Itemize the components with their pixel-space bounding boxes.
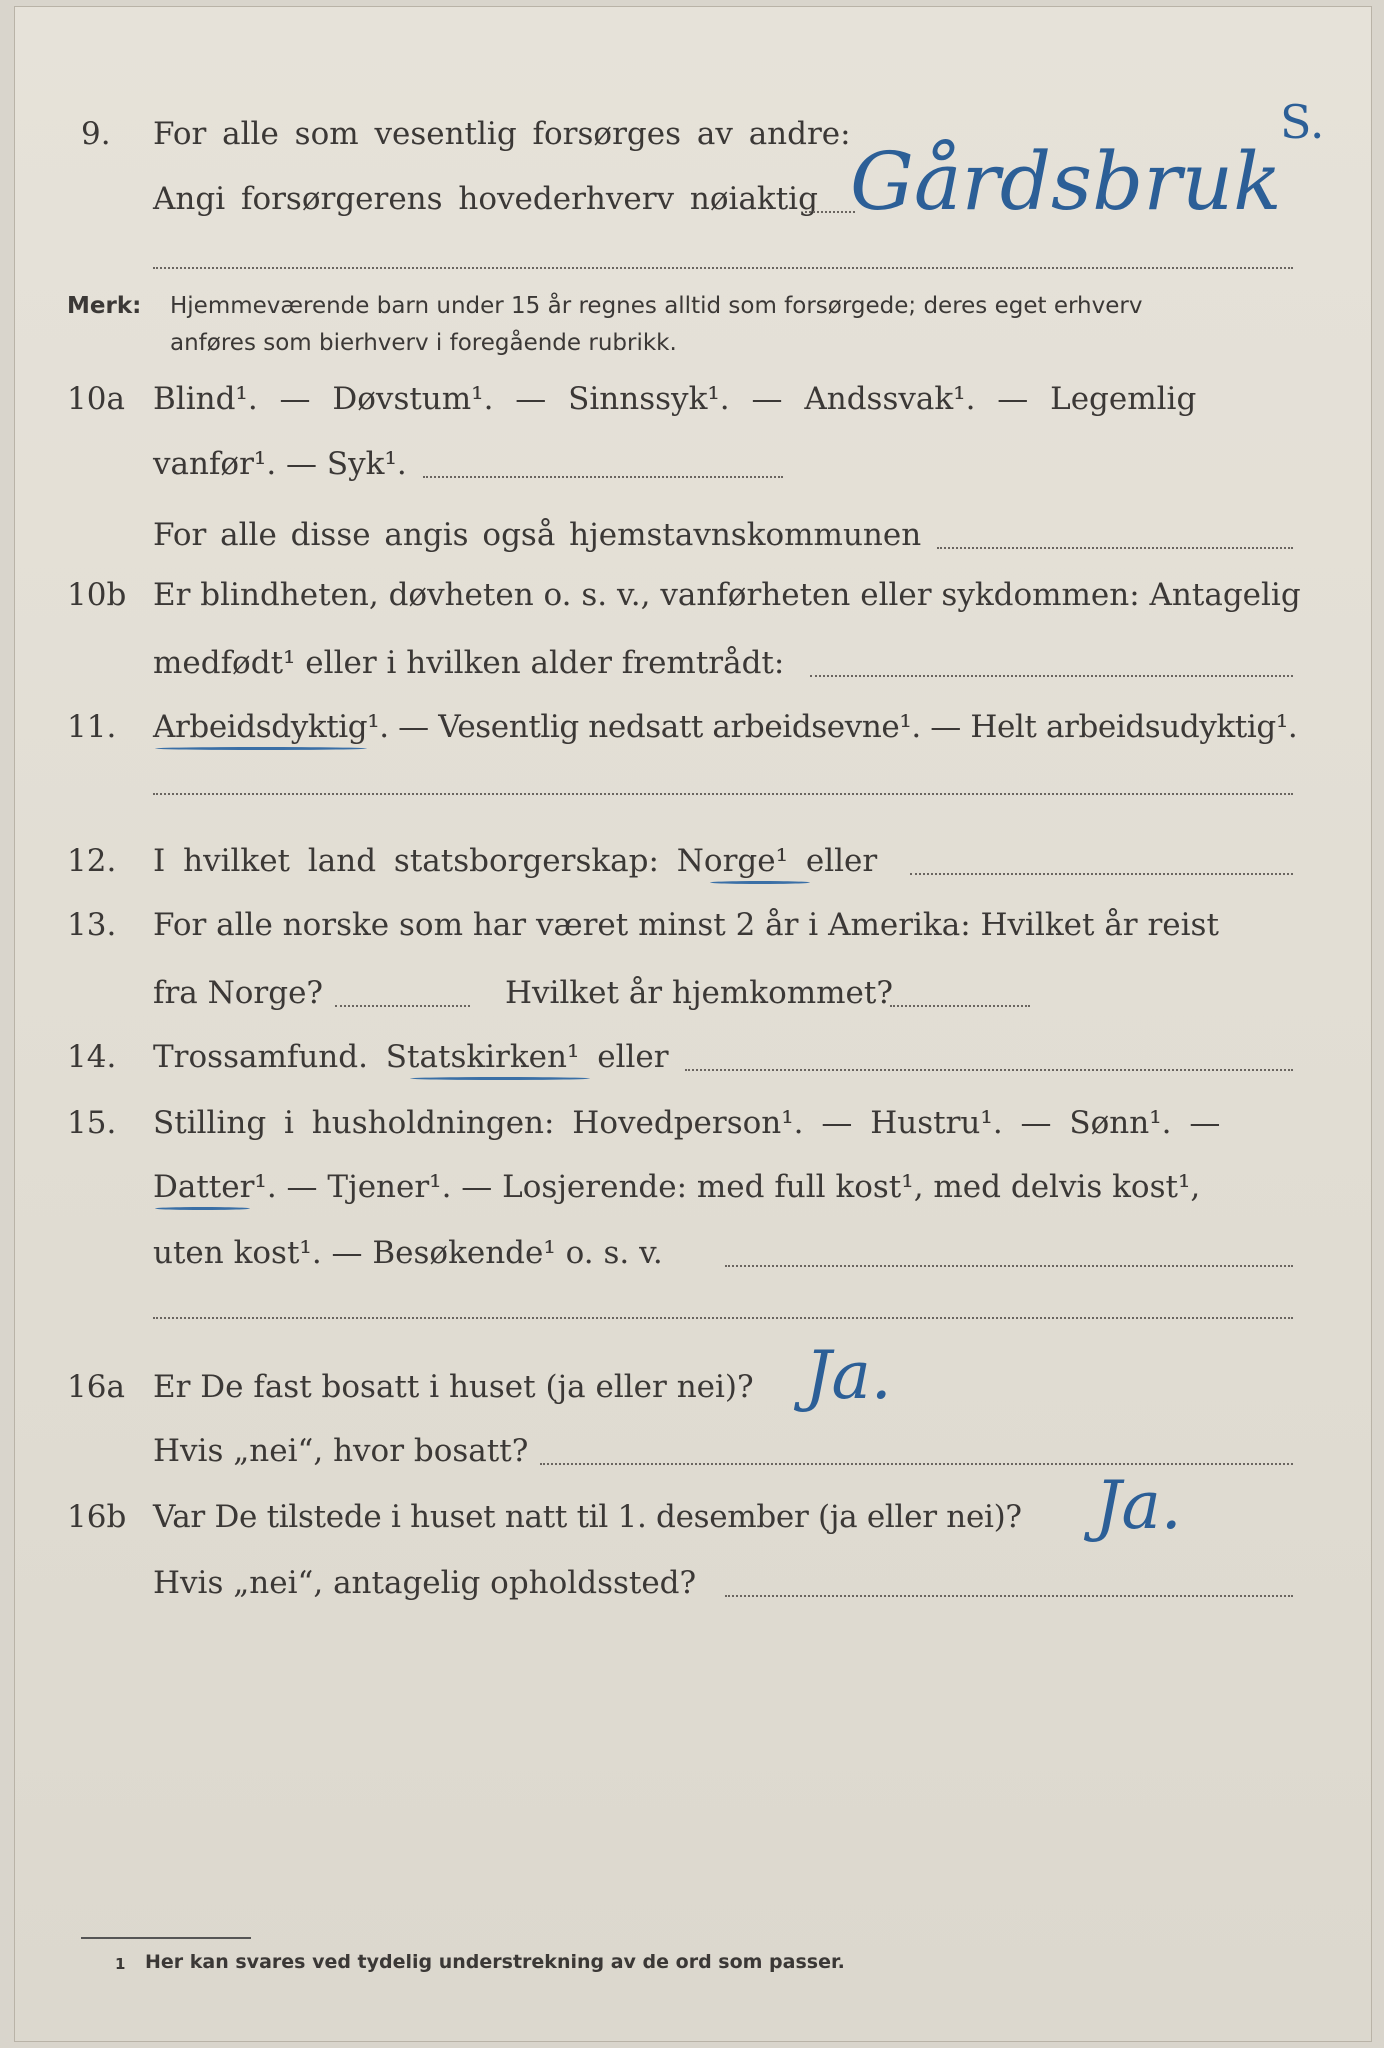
q13-number: 13. xyxy=(67,907,117,943)
q10a-line3: For alle disse angis også hjemstavnskommunen xyxy=(153,517,922,553)
q16b-number: 16b xyxy=(67,1499,127,1535)
q11-underline-arbeidsdyktig xyxy=(155,747,367,750)
q13-line1: For alle norske som har været minst 2 år i Amerika: Hvilket år reist xyxy=(153,907,1219,943)
corner-mark: S. xyxy=(1280,95,1325,149)
merk-label: Merk: xyxy=(67,293,142,319)
q13-line2b: Hvilket år hjemkommet? xyxy=(505,975,893,1011)
q16b-answer-handwritten: Ja. xyxy=(1095,1467,1182,1544)
q9-number: 9. xyxy=(81,116,111,152)
q13-line2a: fra Norge? xyxy=(153,975,324,1011)
q11-number: 11. xyxy=(67,709,117,745)
q14-number: 14. xyxy=(67,1039,117,1075)
q9-answer-handwritten: Gårdsbruk xyxy=(850,135,1282,228)
q14-line1: Trossamfund. Statskirken¹ eller xyxy=(153,1039,669,1075)
merk-line1: Hjemmeværende barn under 15 år regnes alltid som forsørgede; deres eget erhverv xyxy=(170,293,1143,319)
q14-underline-statskirken xyxy=(410,1077,590,1080)
footnote-rule xyxy=(81,1937,251,1939)
q9-line2: Angi forsørgerens hovederhverv nøiaktig xyxy=(153,181,818,217)
q12-number: 12. xyxy=(67,843,117,879)
q9-line1: For alle som vesentlig forsørges av andre: xyxy=(153,116,851,152)
q12-answer-dotline xyxy=(910,873,1293,875)
q16a-line2: Hvis „nei“, hvor bosatt? xyxy=(153,1433,529,1469)
q15-number: 15. xyxy=(67,1105,117,1141)
q15-answer-dotline xyxy=(725,1265,1293,1267)
footnote-mark: 1 xyxy=(115,1955,126,1973)
q10a-answer-dotline xyxy=(423,476,783,478)
q15-line1: Stilling i husholdningen: Hovedperson¹. — Hustru¹. — Sønn¹. — xyxy=(153,1105,1221,1141)
q16b-answer-dotline xyxy=(725,1595,1293,1597)
q10b-number: 10b xyxy=(67,577,127,613)
q13-hjemkommet-dotline xyxy=(890,1005,1030,1007)
q16a-answer-dotline xyxy=(540,1463,1293,1465)
q15-line2: Datter¹. — Tjener¹. — Losjerende: med full kost¹, med delvis kost¹, xyxy=(153,1169,1201,1205)
q10b-line1: Er blindheten, døvheten o. s. v., vanførheten eller sykdommen: Antagelig xyxy=(153,577,1301,613)
q9-extra-line xyxy=(153,267,1293,269)
q11-extra-line xyxy=(153,793,1293,795)
q16b-line1: Var De tilstede i huset natt til 1. desember (ja eller nei)? xyxy=(153,1499,1022,1535)
q16a-line1: Er De fast bosatt i huset (ja eller nei)? xyxy=(153,1369,754,1405)
merk-line2: anføres som bierhverv i foregående rubrikk. xyxy=(170,330,677,356)
q14-answer-dotline xyxy=(685,1069,1293,1071)
q10b-answer-dotline xyxy=(810,675,1293,677)
footnote-text: Her kan svares ved tydelig understrekning av de ord som passer. xyxy=(145,1951,845,1973)
q15-underline-datter xyxy=(155,1207,250,1210)
q13-reist-dotline xyxy=(335,1005,470,1007)
q10a-number: 10a xyxy=(67,381,125,417)
q10a-line2: vanfør¹. — Syk¹. xyxy=(153,446,407,482)
q10a-home-dotline xyxy=(937,547,1293,549)
q16a-number: 16a xyxy=(67,1369,125,1405)
form-sheet xyxy=(14,6,1372,2042)
q15-extra-line xyxy=(153,1317,1293,1319)
q11-line1: Arbeidsdyktig¹. — Vesentlig nedsatt arbeidsevne¹. — Helt arbeidsudyktig¹. xyxy=(153,709,1298,745)
q16b-line2: Hvis „nei“, antagelig opholdssted? xyxy=(153,1565,697,1601)
q16a-answer-handwritten: Ja. xyxy=(805,1337,892,1414)
q15-line3: uten kost¹. — Besøkende¹ o. s. v. xyxy=(153,1235,663,1271)
q12-line1: I hvilket land statsborgerskap: Norge¹ eller xyxy=(153,843,878,879)
q9-answer-dotline xyxy=(805,211,855,213)
q12-underline-norge xyxy=(710,881,810,884)
q10b-line2: medfødt¹ eller i hvilken alder fremtrådt: xyxy=(153,645,785,681)
q10a-line1: Blind¹. — Døvstum¹. — Sinnssyk¹. — Andssvak¹. — Legemlig xyxy=(153,381,1197,417)
